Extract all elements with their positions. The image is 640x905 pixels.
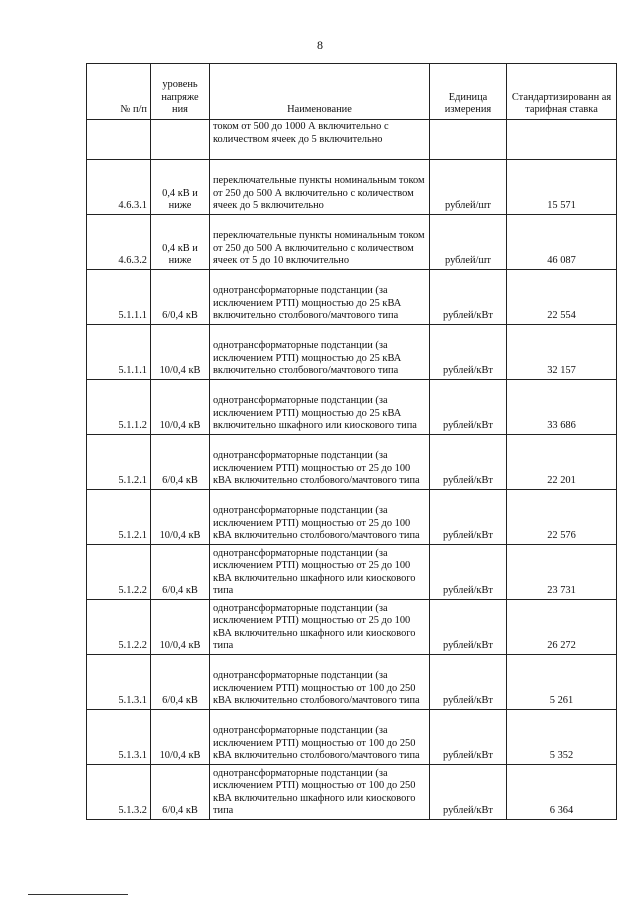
cell-voltage: 6/0,4 кВ <box>151 270 210 325</box>
cell-name: однотрансформаторные подстанции (за исключением РТП) мощностью от 100 до 250 кВА включительно шкафного или киоскового типа <box>210 765 430 820</box>
table-row <box>87 270 617 325</box>
cell-name: переключательные пункты номинальным током от 250 до 500 А включительно с количеством ячеек от 5 до 10 включительно <box>210 215 430 270</box>
cell-voltage: 10/0,4 кВ <box>151 490 210 545</box>
cell-rate: 15 571 <box>507 160 617 215</box>
cell-rate: 6 364 <box>507 765 617 820</box>
cell-rate <box>507 120 617 160</box>
cell-name: однотрансформаторные подстанции (за исключением РТП) мощностью до 25 кВА включительно шкафного или киоскового типа <box>210 380 430 435</box>
table-row <box>87 490 617 545</box>
cell-num: 5.1.1.1 <box>87 270 151 325</box>
cell-num: 5.1.2.1 <box>87 435 151 490</box>
cell-voltage: 0,4 кВ и ниже <box>151 160 210 215</box>
table-row <box>87 655 617 710</box>
cell-voltage: 10/0,4 кВ <box>151 325 210 380</box>
cell-num: 5.1.3.1 <box>87 655 151 710</box>
table-row <box>87 545 617 600</box>
table-row <box>87 215 617 270</box>
cell-num: 5.1.1.1 <box>87 325 151 380</box>
cell-name: однотрансформаторные подстанции (за исключением РТП) мощностью от 25 до 100 кВА включительно столбового/мачтового типа <box>210 490 430 545</box>
cell-rate: 22 554 <box>507 270 617 325</box>
cell-voltage: 10/0,4 кВ <box>151 600 210 655</box>
header-row <box>87 64 617 120</box>
cell-rate: 5 352 <box>507 710 617 765</box>
cell-voltage: 6/0,4 кВ <box>151 765 210 820</box>
header-unit: Единица измерения <box>430 64 507 120</box>
cell-num: 5.1.2.1 <box>87 490 151 545</box>
cell-unit: рублей/кВт <box>430 270 507 325</box>
cell-rate: 22 201 <box>507 435 617 490</box>
footnote-divider <box>28 894 128 895</box>
cell-unit: рублей/кВт <box>430 765 507 820</box>
cell-unit: рублей/кВт <box>430 325 507 380</box>
cell-voltage: 10/0,4 кВ <box>151 380 210 435</box>
cell-rate: 5 261 <box>507 655 617 710</box>
cell-num: 5.1.3.1 <box>87 710 151 765</box>
cell-num <box>87 120 151 160</box>
cell-name: однотрансформаторные подстанции (за исключением РТП) мощностью от 25 до 100 кВА включительно столбового/мачтового типа <box>210 435 430 490</box>
cell-rate: 33 686 <box>507 380 617 435</box>
cell-unit: рублей/шт <box>430 160 507 215</box>
cell-num: 5.1.1.2 <box>87 380 151 435</box>
cell-unit: рублей/кВт <box>430 545 507 600</box>
table-row <box>87 765 617 820</box>
tariff-table <box>86 63 617 820</box>
page-number: 8 <box>317 38 323 52</box>
cell-unit: рублей/кВт <box>430 435 507 490</box>
cell-name: однотрансформаторные подстанции (за исключением РТП) мощностью от 100 до 250 кВА включительно столбового/мачтового типа <box>210 655 430 710</box>
cell-unit: рублей/кВт <box>430 710 507 765</box>
cell-num: 5.1.2.2 <box>87 600 151 655</box>
cell-unit: рублей/шт <box>430 215 507 270</box>
table-row <box>87 325 617 380</box>
table-row <box>87 435 617 490</box>
cell-name: однотрансформаторные подстанции (за исключением РТП) мощностью до 25 кВА включительно столбового/мачтового типа <box>210 325 430 380</box>
cell-unit <box>430 120 507 160</box>
cell-num: 5.1.3.2 <box>87 765 151 820</box>
cell-name: однотрансформаторные подстанции (за исключением РТП) мощностью до 25 кВА включительно столбового/мачтового типа <box>210 270 430 325</box>
cell-name: однотрансформаторные подстанции (за исключением РТП) мощностью от 100 до 250 кВА включительно столбового/мачтового типа <box>210 710 430 765</box>
cell-rate: 26 272 <box>507 600 617 655</box>
header-num: № п/п <box>87 64 151 120</box>
continuation-row <box>87 120 617 160</box>
cell-voltage: 6/0,4 кВ <box>151 545 210 600</box>
cell-unit: рублей/кВт <box>430 655 507 710</box>
cell-voltage: 0,4 кВ и ниже <box>151 215 210 270</box>
cell-name: переключательные пункты номинальным током от 250 до 500 А включительно с количеством ячеек до 5 включительно <box>210 160 430 215</box>
cell-name: током от 500 до 1000 А включительно с количеством ячеек до 5 включительно <box>210 120 430 160</box>
cell-num: 4.6.3.1 <box>87 160 151 215</box>
table-row <box>87 160 617 215</box>
table-row <box>87 710 617 765</box>
cell-num: 5.1.2.2 <box>87 545 151 600</box>
cell-voltage: 10/0,4 кВ <box>151 710 210 765</box>
header-name: Наименование <box>210 64 430 120</box>
cell-voltage: 6/0,4 кВ <box>151 435 210 490</box>
cell-voltage <box>151 120 210 160</box>
header-rate: Стандартизированн ая тарифная ставка <box>507 64 617 120</box>
cell-rate: 32 157 <box>507 325 617 380</box>
cell-rate: 46 087 <box>507 215 617 270</box>
table-row <box>87 380 617 435</box>
cell-unit: рублей/кВт <box>430 490 507 545</box>
cell-name: однотрансформаторные подстанции (за исключением РТП) мощностью от 25 до 100 кВА включительно шкафного или киоскового типа <box>210 545 430 600</box>
table-row <box>87 600 617 655</box>
cell-unit: рублей/кВт <box>430 380 507 435</box>
cell-unit: рублей/кВт <box>430 600 507 655</box>
cell-rate: 22 576 <box>507 490 617 545</box>
header-voltage: уровень напряже ния <box>151 64 210 120</box>
cell-rate: 23 731 <box>507 545 617 600</box>
cell-voltage: 6/0,4 кВ <box>151 655 210 710</box>
cell-num: 4.6.3.2 <box>87 215 151 270</box>
cell-name: однотрансформаторные подстанции (за исключением РТП) мощностью от 25 до 100 кВА включительно шкафного или киоскового типа <box>210 600 430 655</box>
